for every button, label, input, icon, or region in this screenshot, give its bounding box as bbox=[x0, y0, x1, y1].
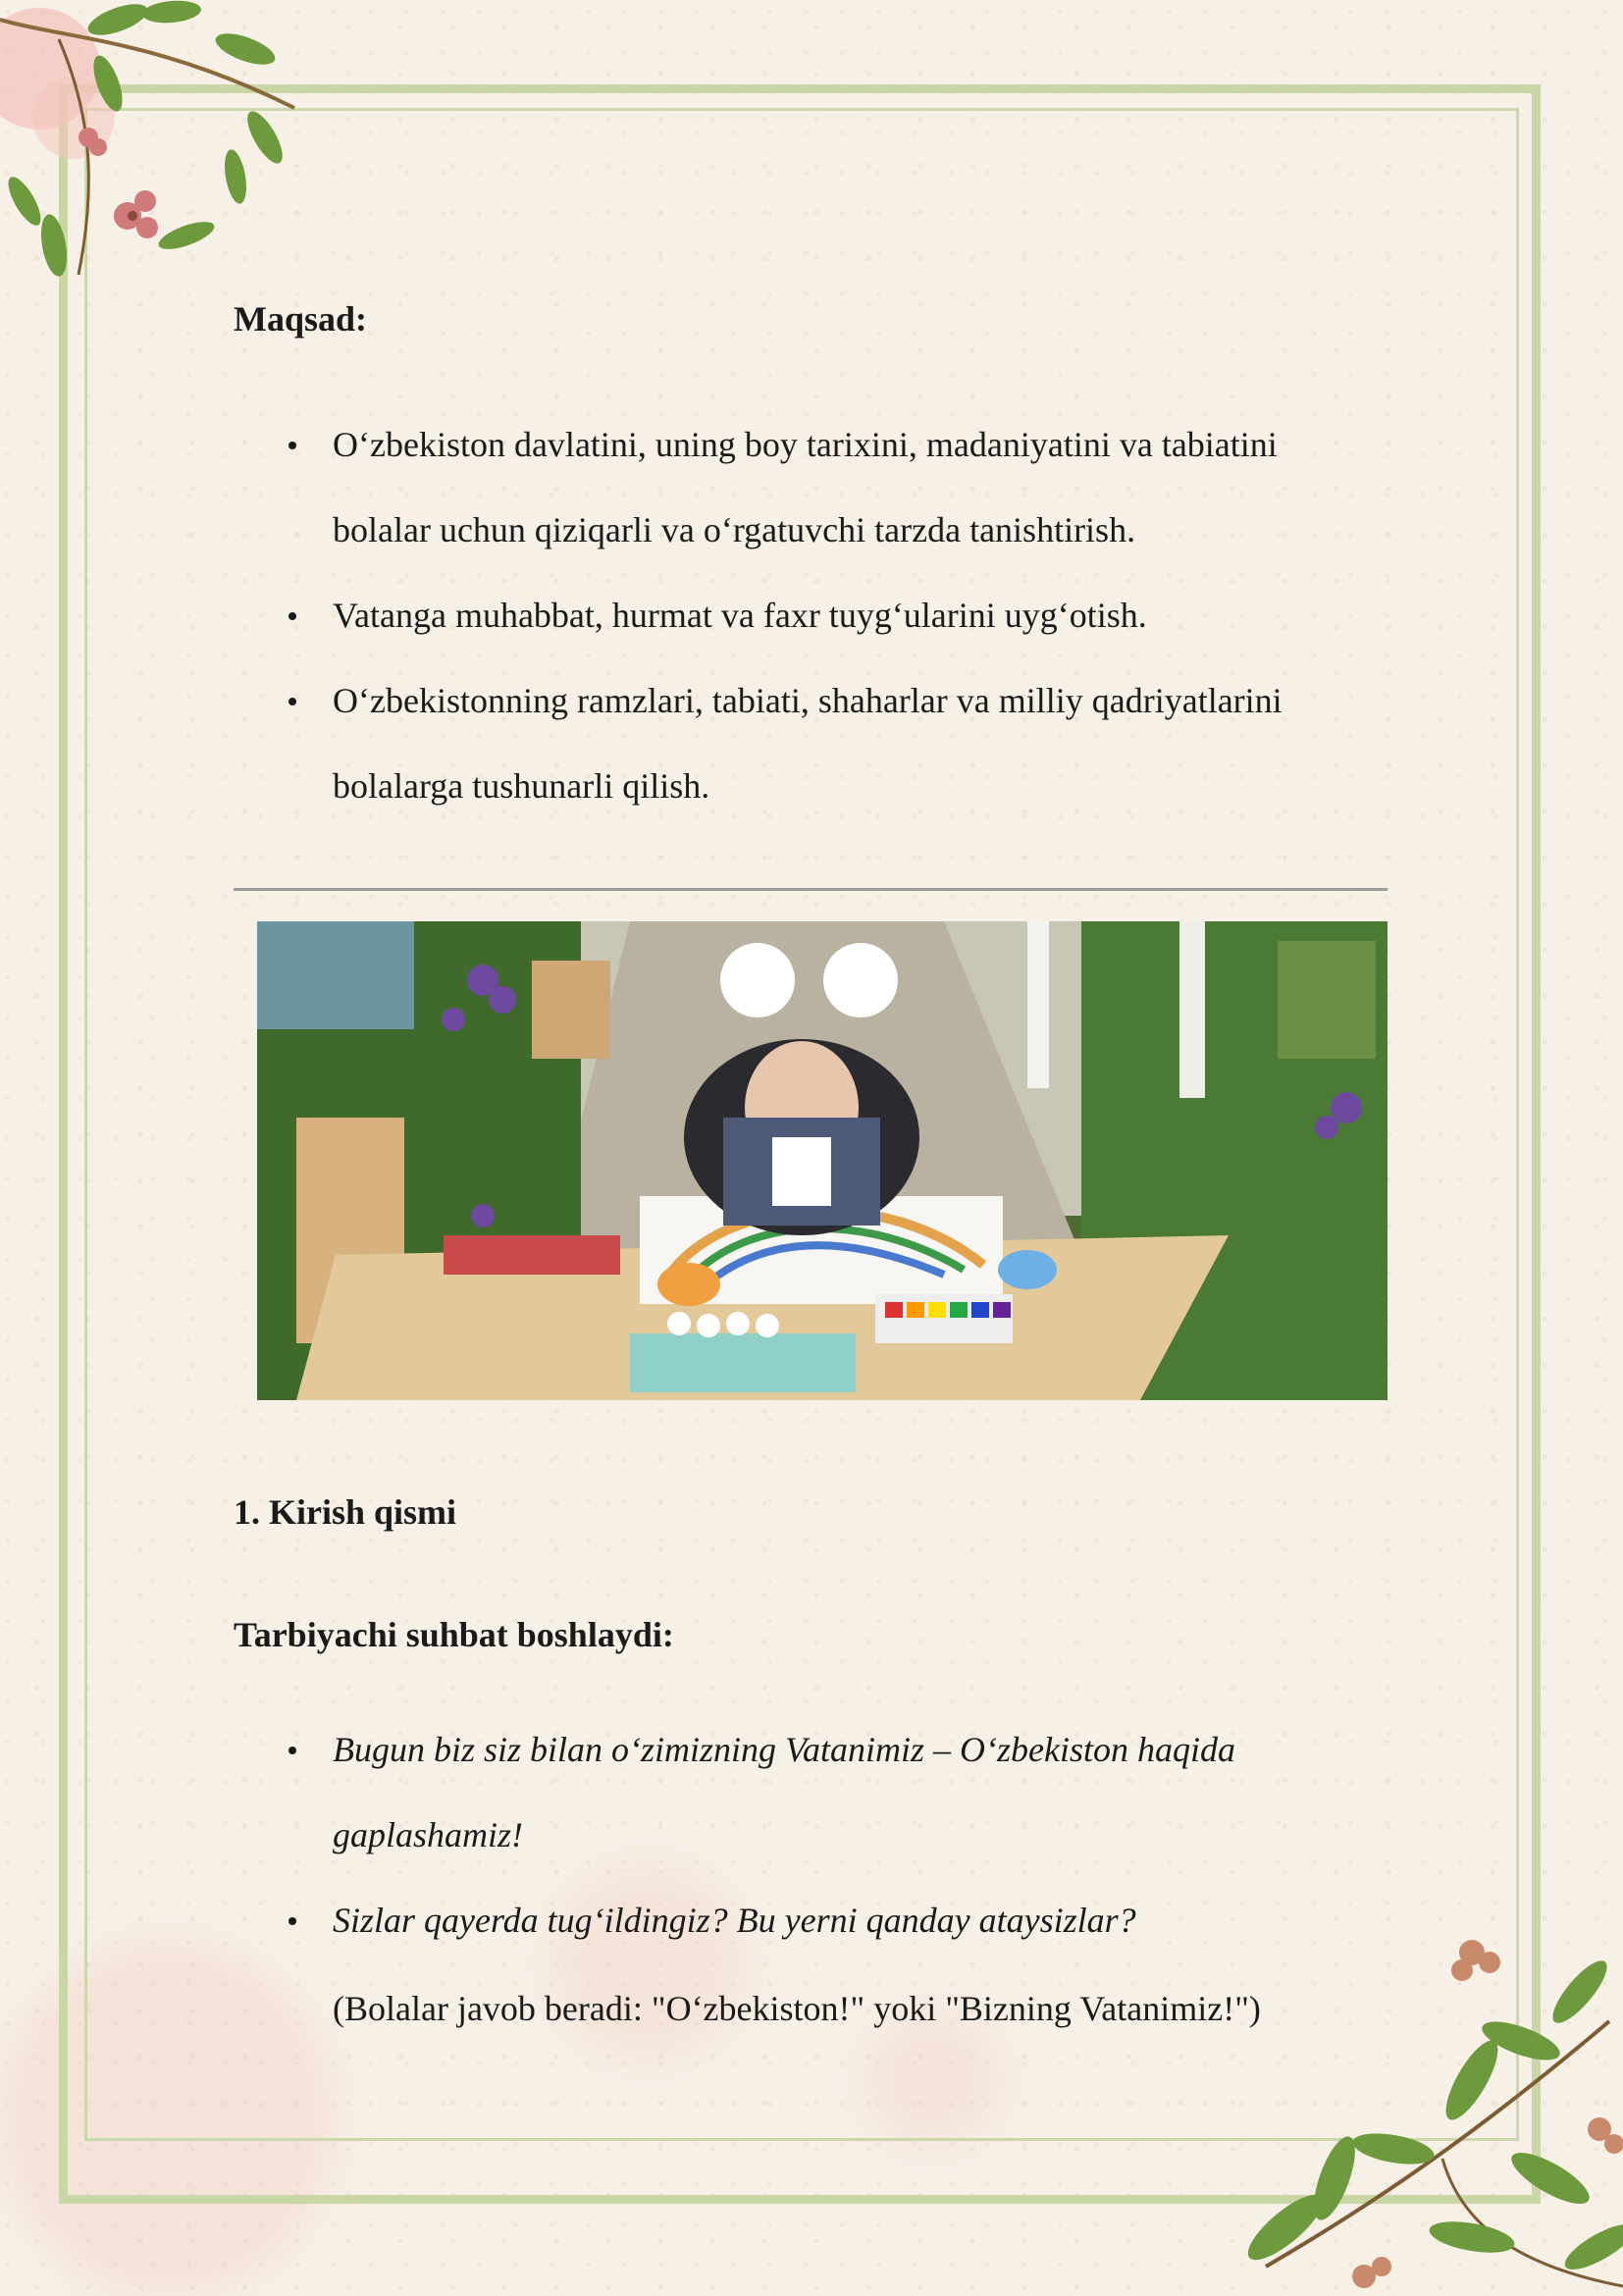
section-subheading: Tarbiyachi suhbat boshlaydi: bbox=[234, 1615, 674, 1654]
list-item bbox=[0, 1878, 1412, 1963]
photo-child-painting-icon bbox=[257, 921, 1387, 1400]
list-item bbox=[0, 658, 1412, 829]
photo-child-painting bbox=[257, 921, 1387, 1400]
list-item-text: O‘zbekistonning ramzlari, tabiati, shaharlar va milliy qadriyatlarini bbox=[333, 681, 1283, 720]
list-item bbox=[0, 1707, 1412, 1878]
section-heading-goal: Maqsad: bbox=[234, 299, 368, 339]
list-item-text: Sizlar qayerda tug‘ildingiz? Bu yerni qanday ataysizlar? bbox=[333, 1901, 1136, 1940]
section-heading-intro: 1. Kirish qismi bbox=[234, 1492, 457, 1532]
list-item-text: bolalar uchun qiziqarli va o‘rgatuvchi tarzda tanishtirish. bbox=[333, 510, 1136, 549]
intro-list bbox=[0, 1707, 1412, 1963]
list-item-text: Vatanga muhabbat, hurmat va faxr tuyg‘ularini uyg‘otish. bbox=[333, 596, 1147, 635]
horizontal-divider bbox=[234, 888, 1387, 891]
children-answer-text: (Bolalar javob beradi: "O‘zbekiston!" yoki "Bizning Vatanimiz!") bbox=[333, 1989, 1261, 2028]
list-item bbox=[0, 402, 1412, 573]
list-item-text: O‘zbekiston davlatini, uning boy tarixini, madaniyatini va tabiatini bbox=[333, 425, 1278, 464]
list-item-text: Bugun biz siz bilan o‘zimizning Vatanimiz – O‘zbekiston haqida bbox=[333, 1730, 1236, 1769]
list-item bbox=[0, 573, 1412, 658]
goal-list bbox=[0, 402, 1412, 829]
list-item-text: gaplashamiz! bbox=[333, 1815, 524, 1854]
list-item-text: bolalarga tushunarli qilish. bbox=[333, 766, 710, 806]
